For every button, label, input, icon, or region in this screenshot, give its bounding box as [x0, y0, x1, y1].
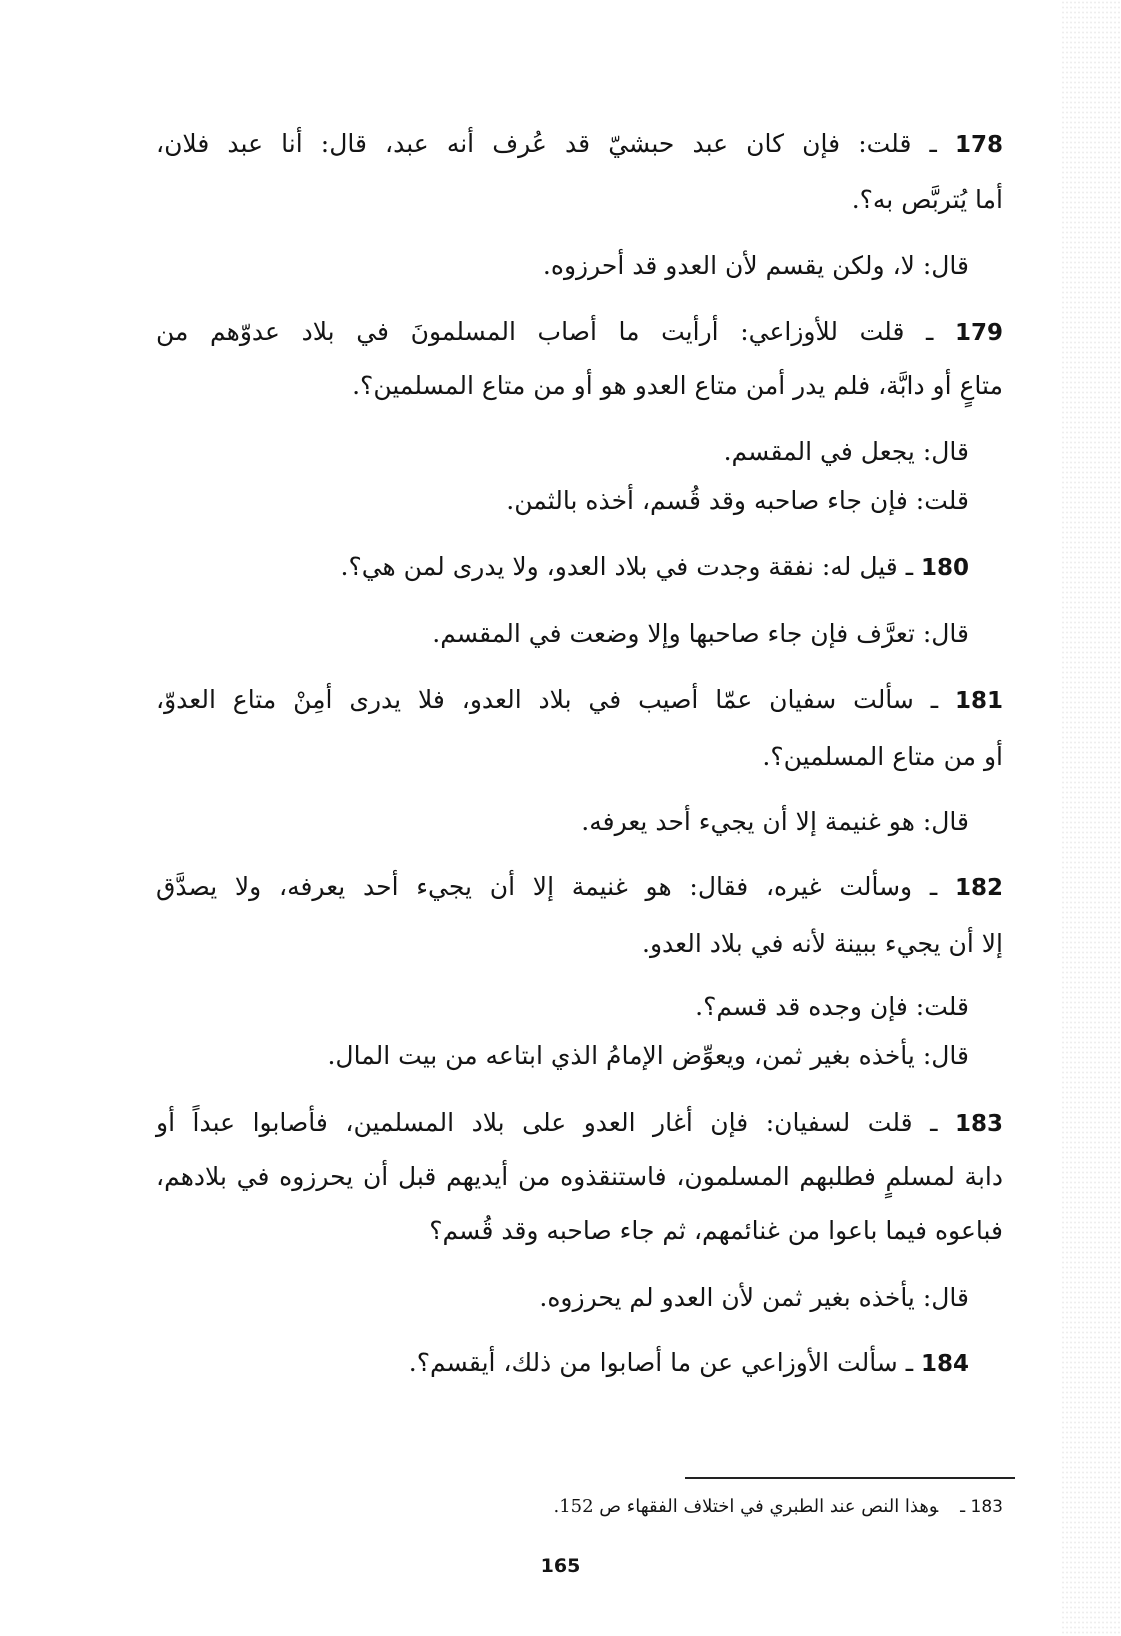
question-line: قلت: فإن جاء صاحبه وقد قُسم، أخذه بالثمن. [506, 486, 969, 515]
paragraph-179-line-2: متاعٍ أو دابَّة، فلم يدر أمن متاع العدو هو أو من متاع المسلمين؟. [352, 371, 1003, 400]
paragraph-180-line-1: 180 ـ قيل له: نفقة وجدت في بلاد العدو، ولا يدرى لمن هي؟. [340, 552, 969, 581]
paragraph-number: 184 [920, 1351, 969, 1377]
paragraph-183-line-2: دابة لمسلمٍ فطلبهم المسلمون، فاستنقذوه من أيديهم قبل أن يحرزوه في بلادهم، [156, 1162, 1003, 1191]
paragraph-182-line-1: 182 ـ وسألت غيره، فقال: هو غنيمة إلا أن يجيء أحد يعرفه، ولا يصدَّق [156, 872, 1003, 901]
footnote-rule [685, 1477, 1015, 1479]
paragraph-number: 183 [954, 1111, 1003, 1137]
paragraph-number: 182 [954, 875, 1003, 901]
answer-line: قال: تعرَّف فإن جاء صاحبها وإلا وضعت في المقسم. [432, 619, 969, 648]
paragraph-number: 178 [954, 132, 1003, 158]
paragraph-178-line-2: أما يُتربَّص به؟. [851, 185, 1003, 214]
answer-line: قال: لا، ولكن يقسم لأن العدو قد أحرزوه. [542, 251, 969, 280]
paragraph-number: 181 [954, 688, 1003, 714]
scan-edge-texture [1061, 0, 1121, 1636]
paragraph-179-line-1: 179 ـ قلت للأوزاعي: أرأيت ما أصاب المسلمونَ في بلاد عدوّهم من [156, 317, 1003, 346]
paragraph-178-line-1: 178 ـ قلت: فإن كان عبد حبشيّ قد عُرف أنه عبد، قال: أنا عبد فلان، [156, 129, 1003, 158]
paragraph-182-line-2: إلا أن يجيء ببينة لأنه في بلاد العدو. [642, 929, 1003, 958]
question-line: قلت: فإن وجده قد قسم؟. [695, 992, 969, 1021]
paragraph-183-line-1: 183 ـ قلت لسفيان: فإن أغار العدو على بلاد المسلمين، فأصابوا عبداً أو [156, 1108, 1003, 1137]
answer-line: قال: يأخذه بغير ثمن، ويعوِّض الإمامُ الذي ابتاعه من بيت المال. [327, 1041, 969, 1070]
paragraph-181-line-2: أو من متاع المسلمين؟. [762, 742, 1003, 771]
paragraph-number: 180 [920, 555, 969, 581]
paragraph-183-line-3: فباعوه فيما باعوا من غنائمهم، ثم جاء صاحبه وقد قُسم؟ [429, 1216, 1003, 1245]
paragraph-184-line-1: 184 ـ سألت الأوزاعي عن ما أصابوا من ذلك، أيقسم؟. [408, 1348, 969, 1377]
footnote [553, 1494, 1003, 1520]
footnote-number: 183 ـ [960, 1497, 1003, 1517]
answer-line: قال: هو غنيمة إلا أن يجيء أحد يعرفه. [581, 807, 969, 836]
answer-line: قال: يأخذه بغير ثمن لأن العدو لم يحرزوه. [539, 1283, 969, 1312]
answer-line: قال: يجعل في المقسم. [723, 437, 969, 466]
footnote-text: وهذا النص عند الطبري في اختلاف الفقهاء ص 152. [553, 1496, 939, 1517]
paragraph-number: 179 [954, 320, 1003, 346]
page-number: 165 [540, 1555, 581, 1577]
paragraph-181-line-1: 181 ـ سألت سفيان عمّا أصيب في بلاد العدو، فلا يدرى أمِنْ متاع العدوّ، [156, 685, 1003, 714]
